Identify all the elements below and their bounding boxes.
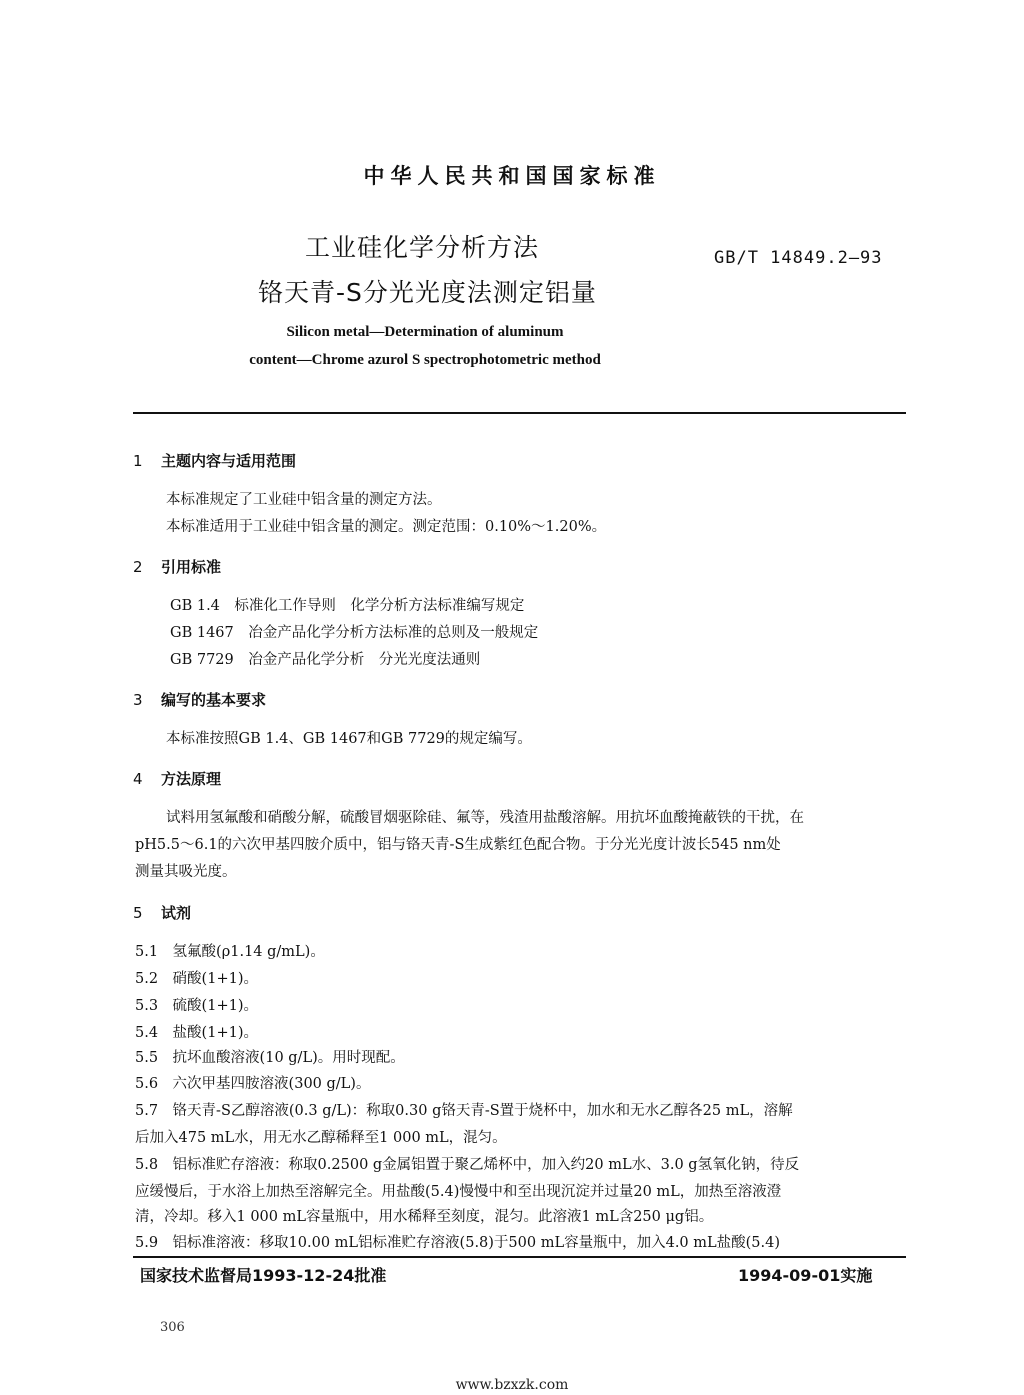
website-watermark: www.bzxzk.com: [455, 1377, 569, 1393]
paragraph-line: 本标准适用于工业硅中铝含量的测定。测定范围：0.10%～1.20%。: [166, 519, 607, 535]
reagent-item: 5.9 铝标准溶液：移取10.00 mL铝标准贮存溶液(5.8)于500 mL容量瓶中，加入4.0 mL盐酸(5.4): [135, 1235, 781, 1251]
section-title: 引用标准: [161, 558, 222, 576]
reagent-item: 5.2 硝酸(1+1)。: [135, 971, 258, 987]
paragraph-line: 本标准按照GB 1.4、GB 1467和GB 7729的规定编写。: [166, 731, 532, 747]
document-title-line-2: 铬天青-S分光光度法测定铝量: [258, 278, 597, 307]
paragraph-line: 本标准规定了工业硅中铝含量的测定方法。: [166, 492, 442, 508]
reagent-item: 5.6 六次甲基四胺溶液(300 g/L)。: [135, 1076, 371, 1092]
english-title-line-2: content—Chrome azurol S spectrophotometric method: [249, 352, 601, 368]
country-standard-heading: 中华人民共和国国家标准: [363, 164, 661, 188]
section-heading-4: [133, 768, 221, 789]
implementation-date: 1994-09-01实施: [738, 1266, 873, 1285]
section-heading-2: [133, 556, 221, 577]
page-number: 306: [160, 1320, 185, 1335]
standard-number: GB/T 14849.2—93: [714, 248, 883, 268]
section-heading-1: [133, 450, 296, 471]
reagent-item: 5.1 氢氟酸(ρ1.14 g/mL)。: [135, 944, 325, 960]
reagent-continuation: 后加入475 mL水，用无水乙醇稀释至1 000 mL，混匀。: [135, 1130, 507, 1146]
reagent-continuation: 应缓慢后，于水浴上加热至溶解完全。用盐酸(5.4)慢慢中和至出现沉淀并过量20 mL，加热至溶液澄: [135, 1184, 782, 1200]
section-number: 5: [133, 904, 143, 922]
section-heading-3: [133, 689, 266, 710]
reagent-item: 5.7 铬天青-S乙醇溶液(0.3 g/L)：称取0.30 g铬天青-S置于烧杯中，加水和无水乙醇各25 mL，溶解: [135, 1103, 793, 1119]
reagent-item: 5.5 抗坏血酸溶液(10 g/L)。用时现配。: [135, 1050, 405, 1066]
reagent-continuation: 清，冷却。移入1 000 mL容量瓶中，用水稀释至刻度，混匀。此溶液1 mL含250 μg铝。: [135, 1209, 714, 1225]
footer-divider: [133, 1256, 906, 1258]
section-heading-5: [133, 902, 191, 923]
section-number: 1: [133, 452, 143, 470]
approval-date: 国家技术监督局1993-12-24批准: [140, 1266, 387, 1285]
section-title: 方法原理: [161, 770, 222, 788]
section-number: 2: [133, 558, 143, 576]
reference-standard: GB 7729 冶金产品化学分析 分光光度法通则: [170, 652, 481, 668]
reagent-item: 5.4 盐酸(1+1)。: [135, 1025, 258, 1041]
section-title: 主题内容与适用范围: [161, 452, 297, 470]
header-divider: [133, 412, 906, 414]
reference-standard: GB 1467 冶金产品化学分析方法标准的总则及一般规定: [170, 625, 539, 641]
section-title: 编写的基本要求: [161, 691, 267, 709]
english-title-line-1: Silicon metal—Determination of aluminum: [286, 324, 564, 340]
paragraph-line: 试料用氢氟酸和硝酸分解，硫酸冒烟驱除硅、氟等，残渣用盐酸溶解。用抗坏血酸掩蔽铁的干扰，在: [166, 810, 804, 826]
reagent-item: 5.3 硫酸(1+1)。: [135, 998, 258, 1014]
reference-standard: GB 1.4 标准化工作导则 化学分析方法标准编写规定: [170, 598, 525, 614]
document-title-line-1: 工业硅化学分析方法: [305, 233, 540, 262]
paragraph-line: 测量其吸光度。: [135, 864, 237, 880]
section-number: 3: [133, 691, 143, 709]
section-title: 试剂: [161, 904, 192, 922]
paragraph-line: pH5.5～6.1的六次甲基四胺介质中，铝与铬天青-S生成紫红色配合物。于分光光度计波长545 nm处: [135, 837, 781, 853]
reagent-item: 5.8 铝标准贮存溶液：称取0.2500 g金属铝置于聚乙烯杯中，加入约20 mL水、3.0 g氢氧化钠，待反: [135, 1157, 800, 1173]
section-number: 4: [133, 770, 143, 788]
